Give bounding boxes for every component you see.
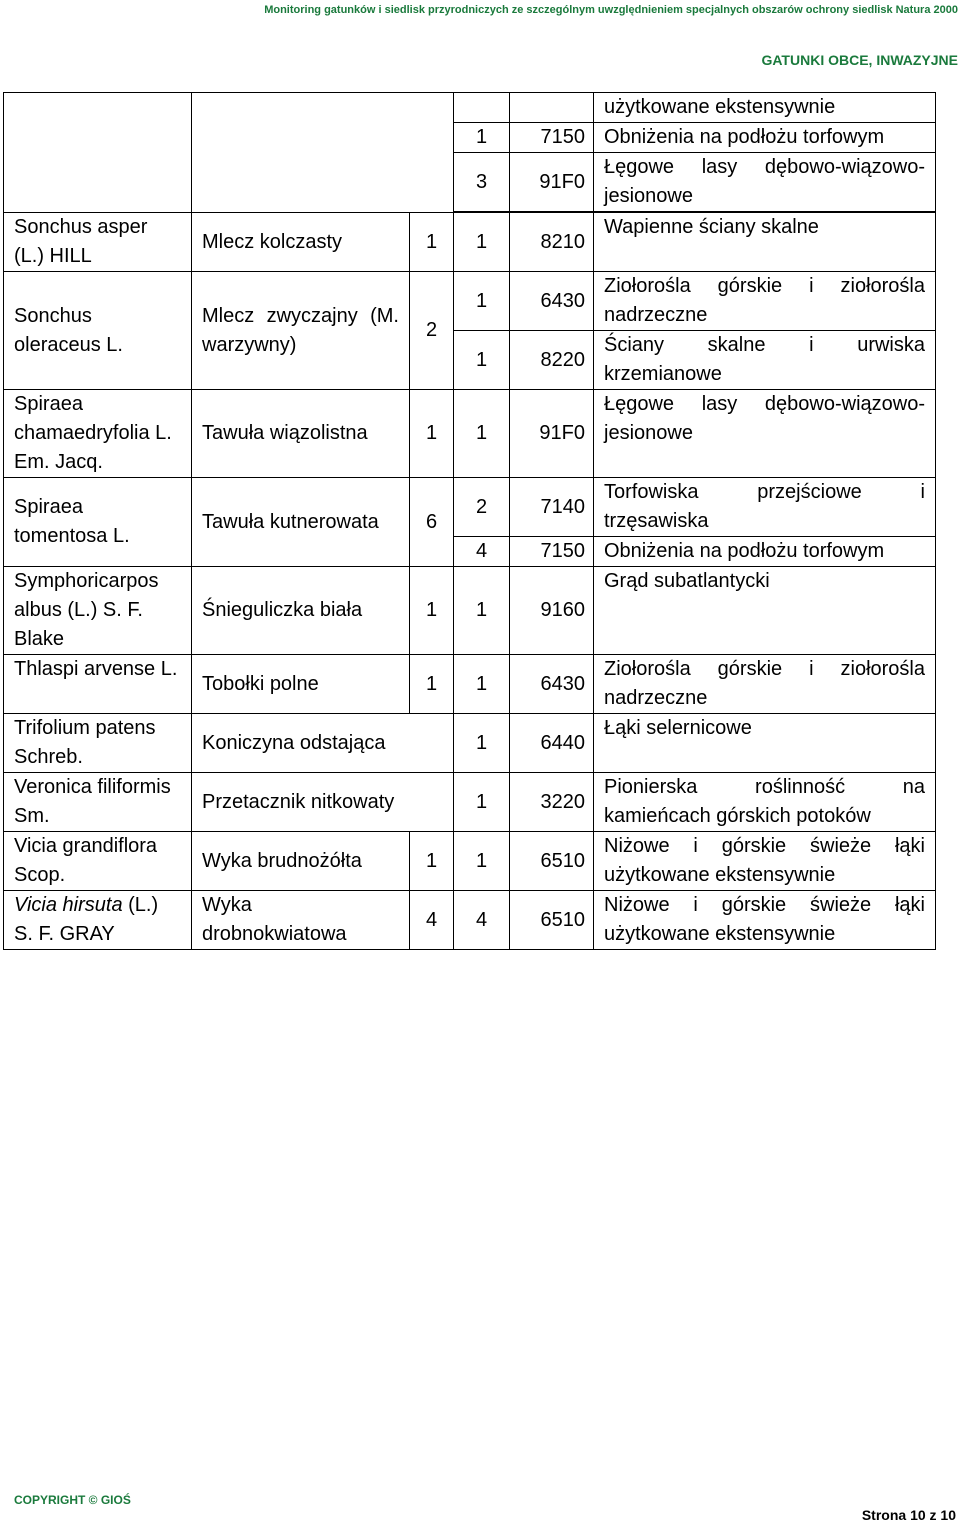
count-cell: 1	[454, 655, 510, 714]
page-number: Strona 10 z 10	[861, 1507, 956, 1523]
count-cell: 1	[454, 123, 510, 153]
habitat-name-cell: Łąki selernicowe	[594, 714, 936, 773]
table-row	[4, 213, 936, 272]
table-row	[4, 891, 936, 950]
habitat-name-cell: Łęgowe lasy dębowo-wiązowo-jesionowe	[594, 153, 936, 212]
table-row	[4, 567, 936, 655]
count-cell: 1	[410, 832, 454, 891]
count-cell: 3	[454, 153, 510, 212]
polish-name-cell: Mlecz kolczasty	[192, 213, 410, 272]
habitat-code-cell: 7150	[510, 123, 594, 153]
habitat-name-cell: Ziołorośla górskie i ziołorośla nadrzeczne	[594, 272, 936, 331]
habitat-code-cell: 6510	[510, 832, 594, 891]
habitat-code-cell: 9160	[510, 567, 594, 655]
count-cell: 1	[454, 773, 510, 832]
polish-name-cell	[192, 93, 454, 213]
count-cell: 1	[410, 567, 454, 655]
table-row	[4, 832, 936, 891]
habitat-name-cell: użytkowane ekstensywnie	[594, 93, 936, 123]
table-row	[4, 478, 936, 537]
habitat-code-cell	[510, 93, 594, 123]
count-cell: 2	[454, 478, 510, 537]
count-cell: 1	[410, 655, 454, 714]
count-cell: 1	[454, 567, 510, 655]
habitat-name-cell: Obniżenia na podłożu torfowym	[594, 537, 936, 567]
habitat-code-cell: 6510	[510, 891, 594, 950]
table-row	[4, 93, 936, 123]
habitat-code-cell: 8210	[510, 213, 594, 272]
latin-name-cell: Thlaspi arvense L.	[4, 655, 192, 714]
latin-name-cell	[4, 93, 192, 213]
habitat-code-cell: 6430	[510, 655, 594, 714]
habitat-code-cell: 7140	[510, 478, 594, 537]
count-cell: 1	[454, 213, 510, 272]
habitat-name-cell: Niżowe i górskie świeże łąki użytkowane ekstensywnie	[594, 891, 936, 950]
count-cell	[454, 93, 510, 123]
habitat-code-cell: 91F0	[510, 153, 594, 212]
section-title: GATUNKI OBCE, INWAZYJNE	[761, 52, 958, 68]
latin-name-cell: Spiraea tomentosa L.	[4, 478, 192, 567]
polish-name-cell: Tawuła wiązolistna	[192, 390, 410, 478]
habitat-code-cell: 6440	[510, 714, 594, 773]
latin-name-cell	[4, 891, 192, 950]
habitat-name-cell: Torfowiska przejściowe i trzęsawiska	[594, 478, 936, 537]
habitat-name-cell: Ściany skalne i urwiska krzemianowe	[594, 331, 936, 390]
habitat-name-cell: Obniżenia na podłożu torfowym	[594, 123, 936, 153]
habitat-code-cell: 6430	[510, 272, 594, 331]
habitat-code-cell: 3220	[510, 773, 594, 832]
polish-name-cell: Przetacznik nitkowaty	[192, 773, 454, 832]
polish-name-cell: Wyka brudnożółta	[192, 832, 410, 891]
table-row	[4, 714, 936, 773]
count-cell: 4	[454, 891, 510, 950]
table-row	[4, 390, 936, 478]
count-cell: 1	[454, 390, 510, 478]
latin-name-cell: Symphoricarpos albus (L.) S. F. Blake	[4, 567, 192, 655]
polish-name-cell: Tobołki polne	[192, 655, 410, 714]
polish-name-cell: Koniczyna odstająca	[192, 714, 454, 773]
count-cell: 1	[454, 714, 510, 773]
table-row	[4, 272, 936, 331]
polish-name-cell: Śnieguliczka biała	[192, 567, 410, 655]
habitat-code-cell: 91F0	[510, 390, 594, 478]
document-header-title: Monitoring gatunków i siedlisk przyrodniczych ze szczególnym uwzględnieniem specjalnych obszarów ochrony siedlisk Natura 2000	[264, 4, 958, 16]
count-cell: 4	[454, 537, 510, 567]
polish-name-cell: Mlecz zwyczajny (M. warzywny)	[192, 272, 410, 390]
count-cell: 2	[410, 272, 454, 390]
count-cell: 1	[454, 272, 510, 331]
habitat-name-cell: Wapienne ściany skalne	[594, 213, 936, 272]
latin-name-author: (L.) S. F. GRAY	[14, 894, 159, 945]
count-cell: 1	[410, 390, 454, 478]
count-cell: 1	[454, 832, 510, 891]
species-table	[3, 92, 936, 950]
habitat-name-cell: Łęgowe lasy dębowo-wiązowo-jesionowe	[594, 390, 936, 478]
habitat-name-cell: Grąd subatlantycki	[594, 567, 936, 655]
polish-name-cell: Wyka drobnokwiatowa	[192, 891, 410, 950]
habitat-name-cell: Ziołorośla górskie i ziołorośla nadrzeczne	[594, 655, 936, 714]
habitat-code-cell: 7150	[510, 537, 594, 567]
latin-name-cell: Spiraea chamaedryfolia L. Em. Jacq.	[4, 390, 192, 478]
polish-name-cell: Tawuła kutnerowata	[192, 478, 410, 567]
latin-name-cell: Veronica filiformis Sm.	[4, 773, 192, 832]
count-cell: 1	[454, 331, 510, 390]
latin-name-cell: Trifolium patens Schreb.	[4, 714, 192, 773]
count-cell: 1	[410, 213, 454, 272]
table-row	[4, 655, 936, 714]
habitat-name-cell: Pionierska roślinność na kamieńcach górskich potoków	[594, 773, 936, 832]
habitat-code-cell: 8220	[510, 331, 594, 390]
count-cell: 4	[410, 891, 454, 950]
habitat-name-cell: Niżowe i górskie świeże łąki użytkowane ekstensywnie	[594, 832, 936, 891]
latin-name-italic: Vicia hirsuta	[14, 894, 123, 916]
table-row	[4, 773, 936, 832]
latin-name-cell: Sonchus oleraceus L.	[4, 272, 192, 390]
latin-name-cell: Sonchus asper (L.) HILL	[4, 213, 192, 272]
copyright-notice: COPYRIGHT © GIOŚ	[14, 1493, 131, 1507]
latin-name-cell: Vicia grandiflora Scop.	[4, 832, 192, 891]
count-cell: 6	[410, 478, 454, 567]
